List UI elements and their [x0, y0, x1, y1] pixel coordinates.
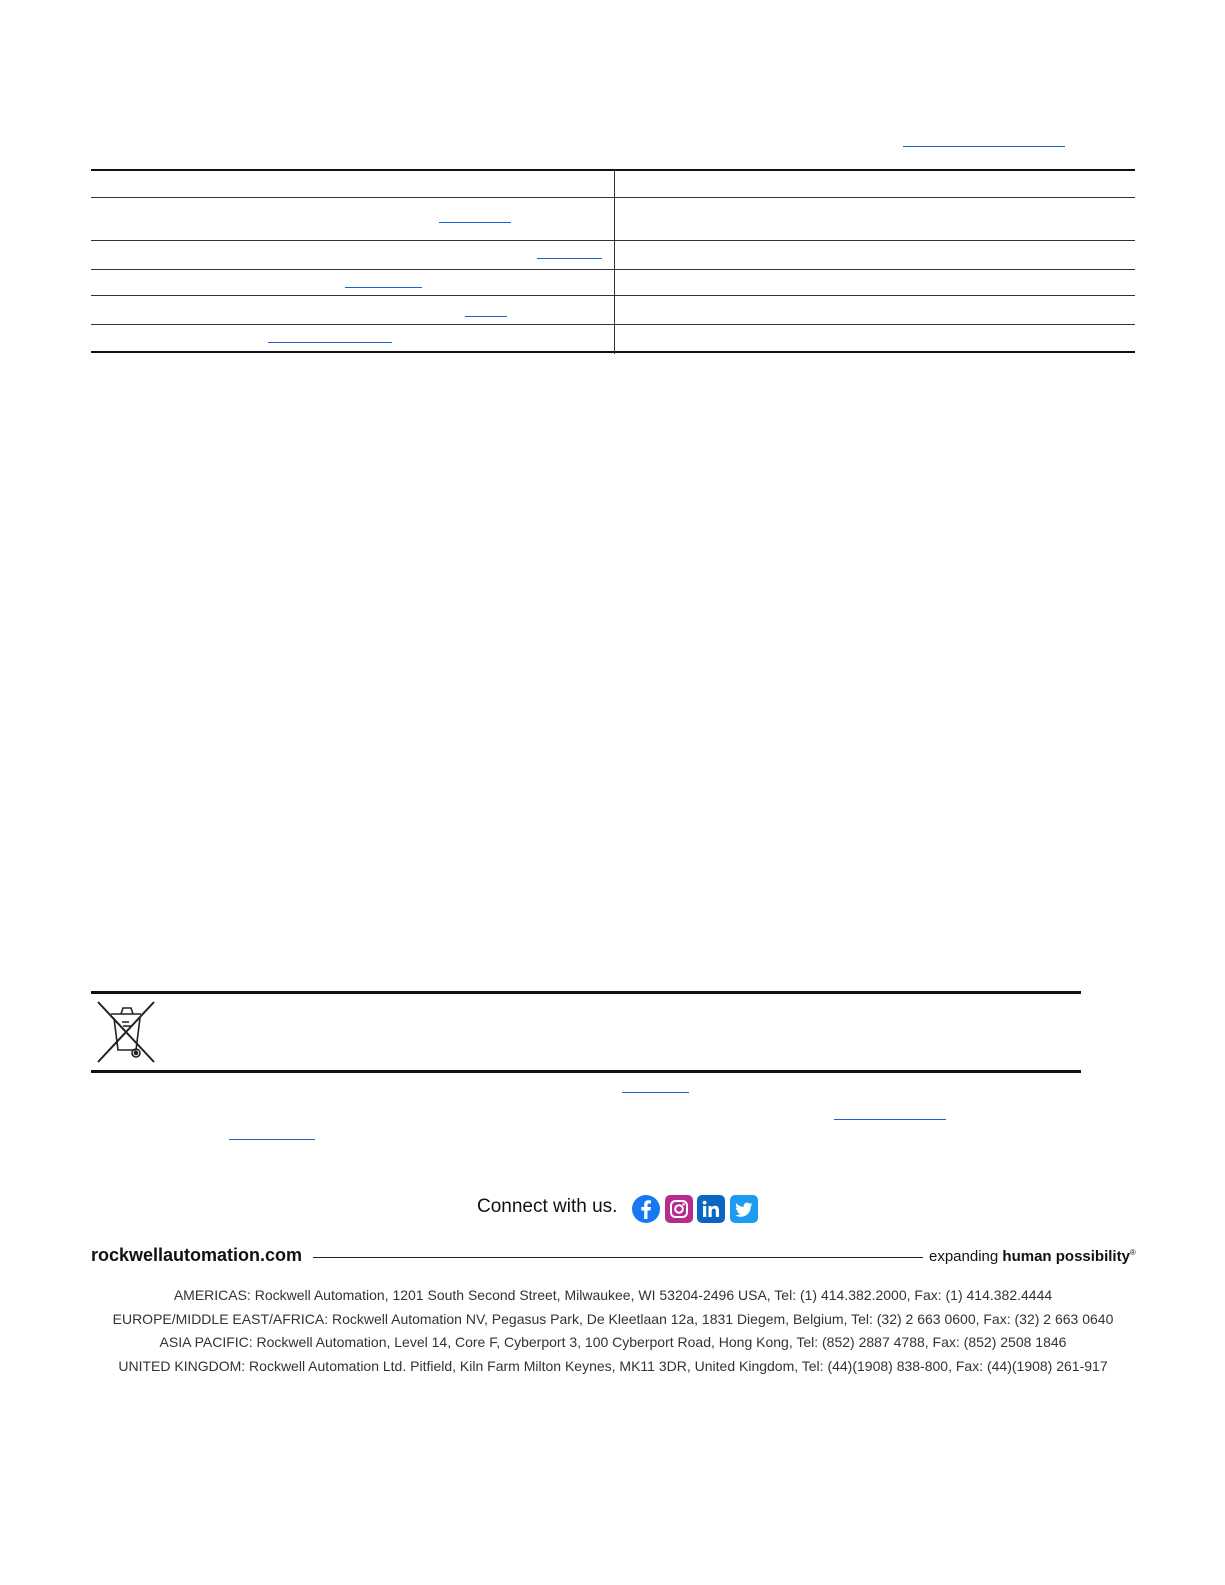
tagline [929, 1248, 1136, 1265]
table-row-link[interactable] [465, 316, 507, 317]
table-bottom-rule [91, 351, 1135, 353]
facebook-icon[interactable] [632, 1195, 660, 1223]
weee-notice [91, 991, 1081, 1073]
table-row-link[interactable] [268, 342, 392, 343]
table-row-link[interactable] [537, 258, 602, 259]
table-row-rule [91, 240, 1135, 241]
top-link[interactable] [903, 146, 1065, 147]
address-americas: AMERICAS: Rockwell Automation, 1201 South Second Street, Milwaukee, WI 53204-2496 USA, Tel: (1) 414.382.2000, Fax: (1) 414.382.4444 [173, 1287, 1053, 1303]
registered-mark: ® [1129, 1248, 1136, 1257]
address-united-kingdom: UNITED KINGDOM: Rockwell Automation Ltd. Pitfield, Kiln Farm Milton Keynes, MK11 3DR, United Kingdom, Tel: (44)(1908) 838-800, Fax: (44)(1908) 261-917 [118, 1358, 1108, 1374]
table-header-rule [91, 197, 1135, 198]
instagram-icon[interactable] [665, 1195, 693, 1223]
brand-rule [313, 1257, 923, 1258]
site-name[interactable]: rockwellautomation.com [91, 1245, 303, 1265]
linkedin-icon[interactable] [697, 1195, 725, 1223]
twitter-icon[interactable] [730, 1195, 758, 1223]
notice-link[interactable] [834, 1119, 946, 1120]
notice-link[interactable] [622, 1092, 689, 1093]
table-row-rule [91, 295, 1135, 296]
table-column-divider [614, 169, 615, 354]
table-row-rule [91, 324, 1135, 325]
table-row-rule [91, 269, 1135, 270]
connect-label: Connect with us. [477, 1196, 618, 1217]
tagline-light: expanding [929, 1248, 1003, 1265]
address-asia-pacific: ASIA PACIFIC: Rockwell Automation, Level 14, Core F, Cyberport 3, 100 Cyberport Road, Hong Kong, Tel: (852) 2887 4788, Fax: (852) 2508 1846 [159, 1334, 1067, 1350]
tagline-bold: human possibility [1002, 1248, 1130, 1265]
notice-link[interactable] [229, 1139, 315, 1140]
address-emea: EUROPE/MIDDLE EAST/AFRICA: Rockwell Automation NV, Pegasus Park, De Kleetlaan 12a, 1831 Diegem, Belgium, Tel: (32) 2 663 0600, Fax: (32) 2 663 0640 [112, 1311, 1114, 1327]
support-table [91, 169, 1135, 354]
crossed-bin-icon [95, 1000, 157, 1064]
table-row-link[interactable] [345, 287, 422, 288]
table-row-link[interactable] [439, 222, 511, 223]
table-top-rule [91, 169, 1135, 171]
